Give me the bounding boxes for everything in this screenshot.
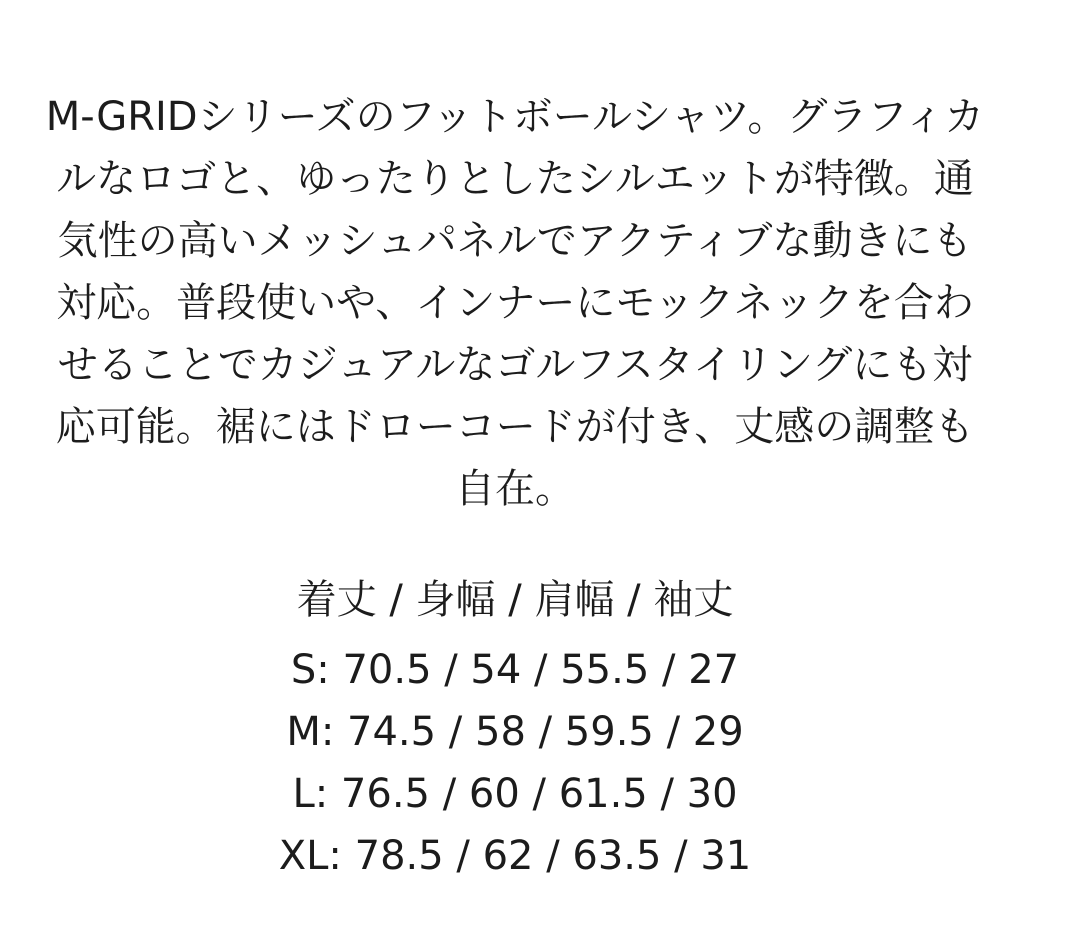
size-row-xl: XL: 78.5 / 62 / 63.5 / 31	[278, 833, 752, 879]
product-description-text	[30, 0, 1000, 520]
size-chart-rows	[30, 639, 1000, 887]
content-column	[30, 0, 1000, 887]
size-row-l: L: 76.5 / 60 / 61.5 / 30	[292, 771, 738, 817]
description-line: ルなロゴと、ゆったりとしたシルエットが特徴。通	[56, 156, 974, 202]
size-chart	[30, 569, 1000, 887]
description-line: 自在。	[455, 466, 575, 512]
description-line: 気性の高いメッシュパネルでアクティブな動きにも	[57, 218, 973, 264]
description-line: 対応。普段使いや、インナーにモックネックを合わ	[56, 280, 974, 326]
size-row-m: M: 74.5 / 58 / 59.5 / 29	[286, 709, 744, 755]
size-chart-header: 着丈 / 身幅 / 肩幅 / 袖丈	[296, 577, 734, 623]
description-line: せることでカジュアルなゴルフスタイリングにも対	[57, 342, 973, 388]
size-row-s: S: 70.5 / 54 / 55.5 / 27	[290, 647, 740, 693]
description-line: M-GRIDシリーズのフットボールシャツ。グラフィカ	[45, 94, 985, 140]
description-line: 応可能。裾にはドローコードが付き、丈感の調整も	[55, 404, 975, 450]
